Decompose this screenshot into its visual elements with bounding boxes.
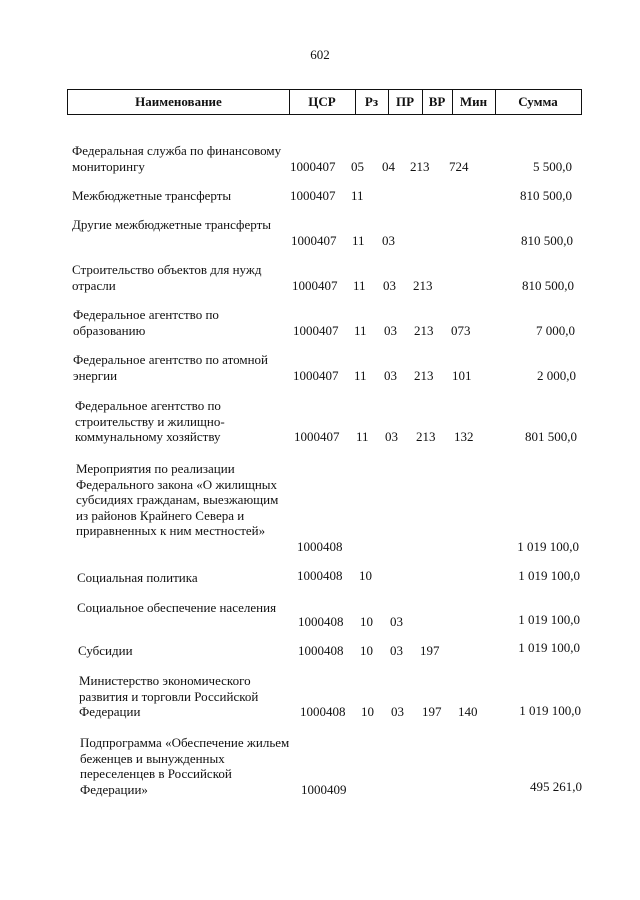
row-vr: 213 bbox=[416, 429, 436, 444]
row-min: 073 bbox=[451, 323, 471, 338]
row-name: Федеральное агентство по атомной энергии bbox=[73, 352, 268, 383]
header-min: Мин bbox=[459, 94, 488, 109]
header-csr: ЦСР bbox=[308, 94, 336, 109]
page-number: 602 bbox=[310, 47, 330, 62]
row-sum: 810 500,0 bbox=[521, 233, 573, 248]
row-name: Федеральное агентство по образованию bbox=[73, 307, 219, 338]
row-csr: 1000407 bbox=[292, 278, 338, 293]
row-csr: 1000408 bbox=[298, 614, 344, 629]
row-csr: 1000408 bbox=[300, 704, 346, 719]
row-name: Социальная политика bbox=[77, 570, 198, 585]
row-sum: 5 500,0 bbox=[533, 159, 572, 174]
row-rz: 10 bbox=[360, 614, 373, 629]
row-min: 140 bbox=[458, 704, 478, 719]
row-rz: 10 bbox=[360, 643, 373, 658]
header-pr: ПР bbox=[395, 94, 415, 109]
row-name: Субсидии bbox=[78, 643, 133, 658]
row-name: Социальное обеспечение населения bbox=[77, 600, 277, 615]
row-name: Федеральная служба по финансовому мониторингу bbox=[72, 143, 282, 174]
row-csr: 1000408 bbox=[297, 568, 343, 583]
row-pr: 03 bbox=[384, 323, 397, 338]
row-sum: 801 500,0 bbox=[525, 429, 577, 444]
row-csr: 1000408 bbox=[298, 643, 344, 658]
row-csr: 1000409 bbox=[301, 782, 347, 797]
row-vr: 213 bbox=[413, 278, 433, 293]
row-sum: 1 019 100,0 bbox=[518, 640, 580, 655]
row-sum: 810 500,0 bbox=[520, 188, 572, 203]
row-sum: 810 500,0 bbox=[522, 278, 574, 293]
row-rz: 11 bbox=[353, 278, 366, 293]
row-sum: 1 019 100,0 bbox=[517, 539, 579, 554]
row-pr: 03 bbox=[384, 368, 397, 383]
row-min: 724 bbox=[449, 159, 469, 174]
row-vr: 197 bbox=[420, 643, 440, 658]
row-rz: 11 bbox=[354, 323, 367, 338]
row-csr: 1000408 bbox=[297, 539, 343, 554]
row-sum: 495 261,0 bbox=[530, 779, 582, 794]
row-vr: 213 bbox=[414, 368, 434, 383]
header-sum: Сумма bbox=[518, 94, 558, 109]
row-rz: 11 bbox=[351, 188, 364, 203]
row-csr: 1000407 bbox=[293, 368, 339, 383]
row-sum: 1 019 100,0 bbox=[518, 568, 580, 583]
row-csr: 1000407 bbox=[293, 323, 339, 338]
row-pr: 03 bbox=[390, 614, 403, 629]
row-pr: 04 bbox=[382, 159, 395, 174]
row-rz: 11 bbox=[354, 368, 367, 383]
row-vr: 197 bbox=[422, 704, 442, 719]
row-csr: 1000407 bbox=[290, 188, 336, 203]
row-min: 132 bbox=[454, 429, 474, 444]
row-rz: 11 bbox=[352, 233, 365, 248]
row-rz: 10 bbox=[361, 704, 374, 719]
row-pr: 03 bbox=[391, 704, 404, 719]
row-name: Мероприятия по реализации Федерального закона «О жилищных субсидиях гражданам, выезжающим из районов Крайнего Севера и приравненных к ним местностей» bbox=[76, 461, 279, 538]
row-vr: 213 bbox=[414, 323, 434, 338]
row-name: Строительство объектов для нужд отрасли bbox=[72, 262, 262, 293]
row-csr: 1000407 bbox=[294, 429, 340, 444]
header-name: Наименование bbox=[135, 94, 222, 109]
row-csr: 1000407 bbox=[291, 233, 337, 248]
row-rz: 10 bbox=[359, 568, 372, 583]
row-pr: 03 bbox=[385, 429, 398, 444]
row-vr: 213 bbox=[410, 159, 430, 174]
row-name: Министерство экономического развития и торговли Российской Федерации bbox=[79, 673, 259, 719]
row-pr: 03 bbox=[382, 233, 395, 248]
row-sum: 1 019 100,0 bbox=[519, 703, 581, 718]
row-name: Федеральное агентство по строительству и жилищно-коммунальному хозяйству bbox=[75, 398, 225, 444]
row-name: Другие межбюджетные трансферты bbox=[72, 217, 271, 232]
row-pr: 03 bbox=[383, 278, 396, 293]
row-sum: 2 000,0 bbox=[537, 368, 576, 383]
row-csr: 1000407 bbox=[290, 159, 336, 174]
table-header bbox=[67, 89, 582, 115]
row-rz: 11 bbox=[356, 429, 369, 444]
row-min: 101 bbox=[452, 368, 472, 383]
row-sum: 7 000,0 bbox=[536, 323, 575, 338]
header-vr: ВР bbox=[428, 94, 446, 109]
row-sum: 1 019 100,0 bbox=[518, 612, 580, 627]
row-name: Подпрограмма «Обеспечение жильем беженцев и вынужденных переселенцев в Российской Федерации» bbox=[80, 735, 290, 797]
row-pr: 03 bbox=[390, 643, 403, 658]
row-name: Межбюджетные трансферты bbox=[72, 188, 232, 203]
row-rz: 05 bbox=[351, 159, 364, 174]
header-rz: Рз bbox=[364, 94, 379, 109]
